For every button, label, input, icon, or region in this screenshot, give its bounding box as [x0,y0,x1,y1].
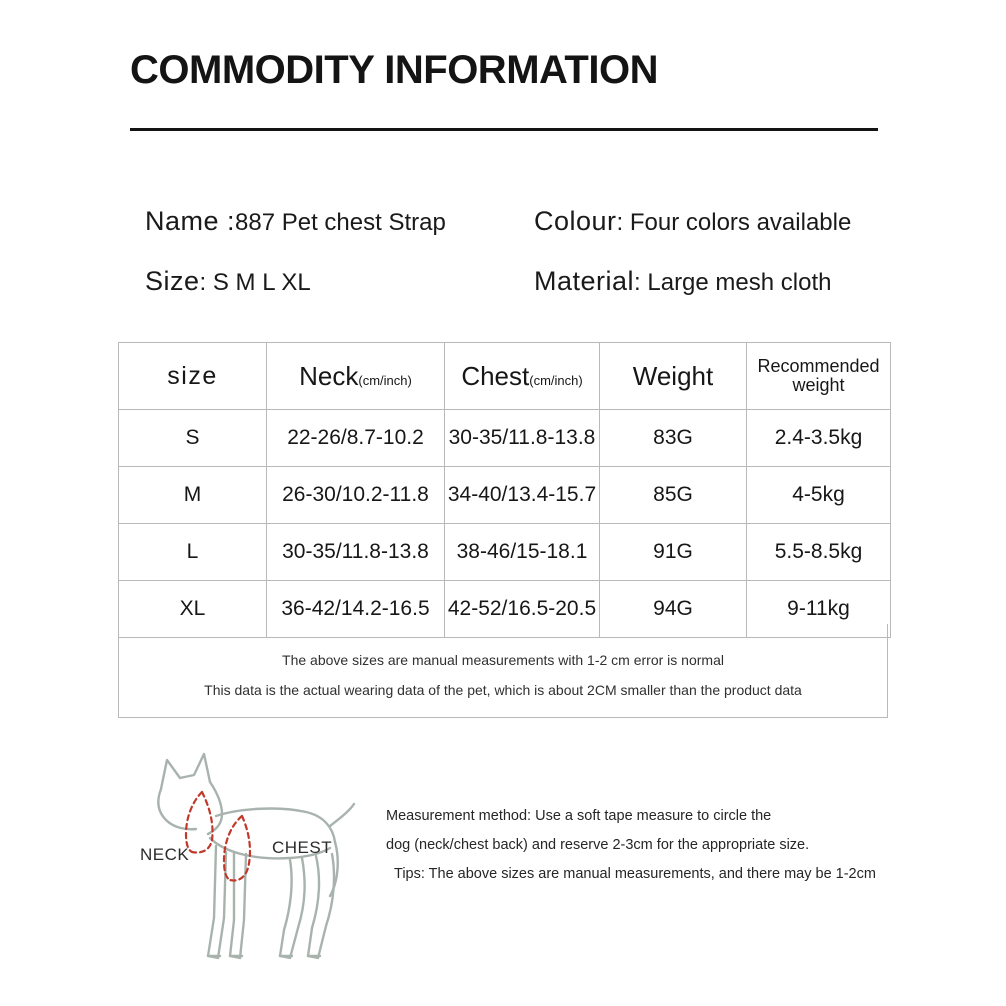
spec-colour-label: Colour [534,206,617,236]
title-divider [130,128,878,131]
dog-outline-icon [130,742,380,992]
dog-illustration [130,742,380,992]
header-weight: Weight [600,343,747,410]
table-header-row [119,343,891,410]
table-row [119,410,891,467]
neck-measure-band-icon [186,792,213,853]
spec-size-label: Size [145,266,200,296]
table-note-2: This data is the actual wearing data of the pet, which is about 2CM smaller than the product data [204,682,802,698]
spec-name [145,206,446,237]
table-row [119,524,891,581]
cell-weight: 85G [600,467,747,524]
measurement-line-1: Measurement method: Use a soft tape measure to circle the [386,808,772,824]
size-table-body [119,410,891,638]
cell-neck: 30-35/11.8-13.8 [267,524,445,581]
header-recommended-weight: Recommended weight [747,343,891,410]
measurement-line-2: dog (neck/chest back) and reserve 2-3cm for the appropriate size. [386,837,810,853]
measurement-instructions [386,802,906,889]
cell-recommended-weight: 4-5kg [747,467,891,524]
measurement-line-3: Tips: The above sizes are manual measurements, and there may be 1-2cm [394,866,876,882]
header-neck: Neck(cm/inch) [267,343,445,410]
size-table [118,342,891,638]
cell-size: M [119,467,267,524]
cell-recommended-weight: 9-11kg [747,581,891,638]
page-title: COMMODITY INFORMATION [130,48,658,92]
header-size: size [119,343,267,410]
table-notes [118,624,888,718]
cell-size: L [119,524,267,581]
cell-chest: 42-52/16.5-20.5 [445,581,600,638]
spec-size-value: : S M L XL [199,269,311,296]
spec-name-label: Name : [145,206,236,236]
spec-material-label: Material [534,266,635,296]
neck-label: NECK [140,845,190,864]
size-table-container [118,342,890,638]
spec-colour [534,206,851,237]
cell-weight: 94G [600,581,747,638]
cell-recommended-weight: 2.4-3.5kg [747,410,891,467]
cell-recommended-weight: 5.5-8.5kg [747,524,891,581]
cell-size: XL [119,581,267,638]
table-note-1: The above sizes are manual measurements with 1-2 cm error is normal [282,652,724,668]
header-chest: Chest(cm/inch) [445,343,600,410]
spec-size [145,266,311,297]
spec-material [534,266,831,297]
chest-measure-band-icon [224,816,250,881]
spec-name-value: 887 Pet chest Strap [235,209,446,236]
cell-neck: 22-26/8.7-10.2 [267,410,445,467]
cell-chest: 30-35/11.8-13.8 [445,410,600,467]
cell-weight: 83G [600,410,747,467]
cell-neck: 36-42/14.2-16.5 [267,581,445,638]
cell-neck: 26-30/10.2-11.8 [267,467,445,524]
spec-colour-value: : Four colors available [616,209,852,236]
cell-chest: 34-40/13.4-15.7 [445,467,600,524]
cell-weight: 91G [600,524,747,581]
chest-label: CHEST [272,838,333,857]
cell-chest: 38-46/15-18.1 [445,524,600,581]
table-row [119,467,891,524]
spec-material-value: : Large mesh cloth [634,269,832,296]
size-table-head [119,343,891,410]
cell-size: S [119,410,267,467]
